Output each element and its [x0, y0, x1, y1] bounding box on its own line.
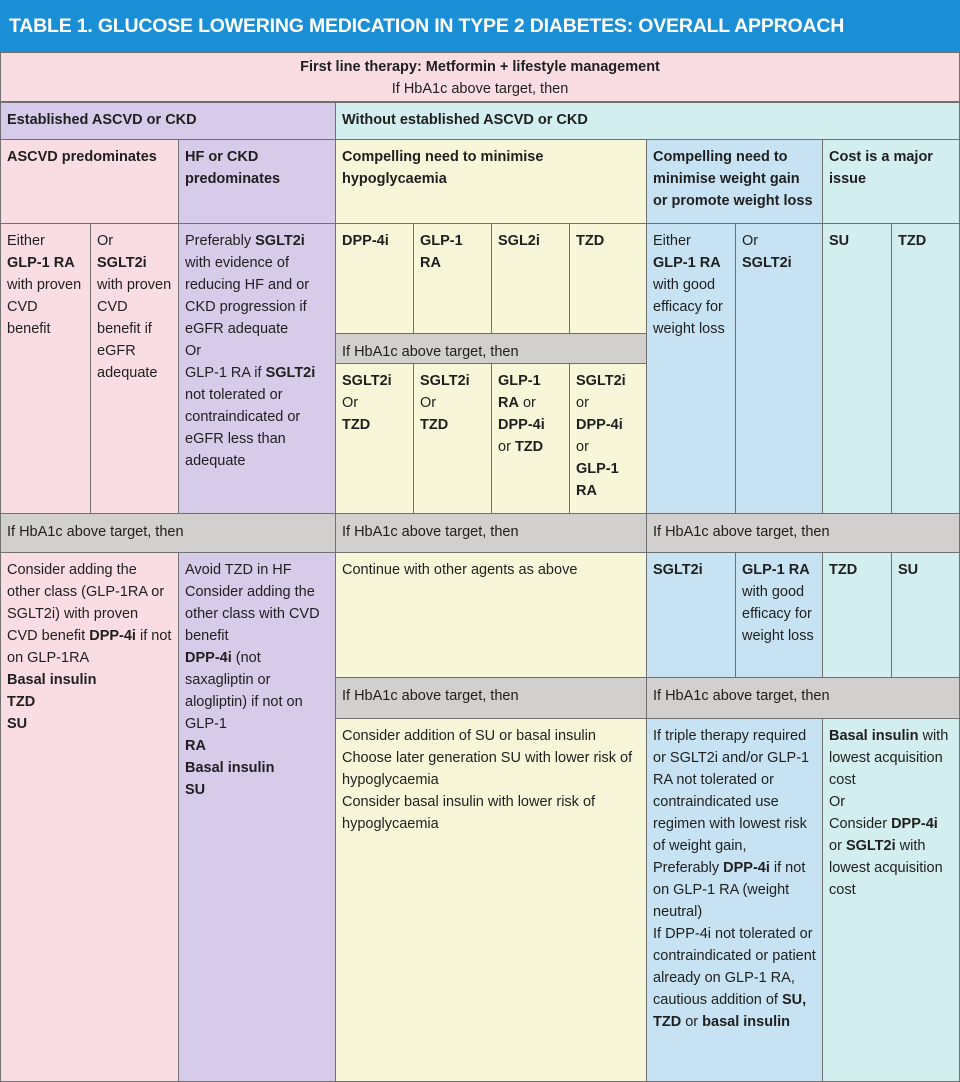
- cell-text: or: [685, 1014, 699, 1030]
- hypo-step-label: If HbA1c above target, then: [335, 513, 647, 553]
- drug-name: GLP-1 RA: [498, 373, 541, 411]
- cost-next-tzd: TZD: [822, 552, 892, 678]
- drug-name: SGLT2i: [845, 838, 896, 854]
- cell-text: Preferably: [653, 860, 720, 876]
- hf-ckd-next-step: [178, 552, 336, 1082]
- hypo-final-step: [335, 718, 647, 1082]
- drug-name: GLP-1 RA: [576, 461, 619, 499]
- drug-name: DPP-4i: [723, 860, 770, 876]
- group-without-ascvd: Without established ASCVD or CKD: [335, 102, 960, 140]
- ascvd-next-step: [0, 552, 179, 1082]
- drug-name: Basal insulin: [7, 672, 97, 688]
- cost-option-tzd: TZD: [891, 223, 960, 514]
- group-ascvd-ckd: Established ASCVD or CKD: [0, 102, 336, 140]
- drug-name: DPP-4i: [891, 816, 938, 832]
- cell-text: Avoid TZD in HF: [185, 562, 292, 578]
- cell-text: not tolerated or contraindicated or eGFR less than adequate: [185, 387, 301, 469]
- cell-text: or: [522, 395, 536, 411]
- ascvd-option-glp1: [0, 223, 91, 514]
- cell-text: with lowest acquisition cost: [829, 838, 943, 898]
- drug-name: SGLT2i: [97, 255, 147, 271]
- cell-text: Consider adding the other class (GLP-1RA or SGLT2i) with proven CVD benefit: [7, 562, 165, 644]
- cell-text: or: [576, 395, 589, 411]
- cell-text: If DPP-4i not tolerated or contraindicated or patient already on GLP-1 RA, cautious addition of: [653, 926, 816, 1008]
- cell-text: Choose later generation SU with lower risk of hypoglycaemia: [342, 750, 633, 788]
- cell-text: or: [576, 439, 589, 455]
- ascvd-option-sglt2i: [90, 223, 179, 514]
- cell-text: Consider addition of SU or basal insulin: [342, 728, 596, 744]
- cell-text: Consider: [829, 816, 888, 832]
- cost-option-su: SU: [822, 223, 892, 514]
- drug-name: SGLT2i: [342, 373, 392, 389]
- cell-text: Consider basal insulin with lower risk of hypoglycaemia: [342, 794, 596, 832]
- cell-text: or: [498, 439, 511, 455]
- weight-cost-step-label: If HbA1c above target, then: [646, 513, 960, 553]
- cell-text: with good efficacy for weight loss: [742, 584, 814, 644]
- drug-name: GLP-1 RA: [742, 562, 810, 578]
- first-line-therapy: [0, 52, 960, 102]
- drug-name: SGLT2i: [265, 365, 316, 381]
- cell-text: or: [829, 838, 842, 854]
- drug-name: SU, TZD: [653, 992, 807, 1030]
- hypo-next-option: [335, 363, 414, 514]
- cell-text: with good efficacy for weight loss: [653, 277, 725, 337]
- cell-text: Either: [7, 233, 45, 249]
- drug-name: Basal insulin: [829, 728, 919, 744]
- drug-name: SGLT2i: [255, 233, 305, 249]
- cell-text: Or: [420, 395, 437, 411]
- hf-ckd-recommendation: [178, 223, 336, 514]
- drug-name: SU: [185, 782, 206, 798]
- hypo-next-option: [569, 363, 647, 514]
- first-line-heading: First line therapy: Metformin + lifestyle management: [300, 59, 660, 75]
- cell-text: Or: [829, 794, 846, 810]
- ascvd-step-label: If HbA1c above target, then: [0, 513, 336, 553]
- hypo-drug: DPP-4i: [335, 223, 414, 334]
- cell-text: Either: [653, 233, 691, 249]
- hypo-next-option: [413, 363, 492, 514]
- cell-text: Or: [97, 233, 114, 249]
- cell-text: with proven CVD benefit: [7, 277, 82, 337]
- header-hypoglycaemia: Compelling need to minimise hypoglycaemia: [335, 139, 647, 224]
- cell-text: Preferably: [185, 233, 252, 249]
- drug-name: Basal insulin: [185, 760, 275, 776]
- drug-name: TZD: [420, 417, 449, 433]
- cell-text: if not on GLP-1 RA (weight neutral): [653, 860, 806, 920]
- cost-next-su: SU: [891, 552, 960, 678]
- header-cost: Cost is a major issue: [822, 139, 960, 224]
- hypo-drug: GLP-1 RA: [413, 223, 492, 334]
- drug-name: basal insulin: [702, 1014, 790, 1030]
- cell-text: with evidence of reducing HF and or CKD progression if eGFR adequate: [185, 255, 310, 337]
- hypo-next-option: [491, 363, 570, 514]
- cell-text: GLP-1 RA if: [185, 365, 262, 381]
- hypo-drug: SGL2i: [491, 223, 570, 334]
- cell-text: Or: [742, 233, 759, 249]
- cell-text: If triple therapy required or SGLT2i and/or GLP-1 RA not tolerated or contraindicated use regimen with lowest risk of weight gain,: [653, 728, 810, 854]
- drug-name: DPP-4i: [498, 417, 545, 433]
- drug-name: DPP-4i: [89, 628, 136, 644]
- cell-text: Or: [185, 343, 202, 359]
- cell-text: (not saxagliptin or alogliptin) if not on GLP-1: [185, 650, 303, 732]
- drug-name: TZD: [342, 417, 371, 433]
- hypo-step-label: If HbA1c above target, then: [335, 677, 647, 719]
- cell-text: Consider adding the other class with CVD benefit: [185, 584, 320, 644]
- drug-name: DPP-4i: [576, 417, 623, 433]
- weight-option-sglt2i: [735, 223, 823, 514]
- weight-option-glp1: [646, 223, 736, 514]
- drug-name: GLP-1 RA: [7, 255, 75, 271]
- cell-text: Or: [342, 395, 359, 411]
- drug-name: TZD: [514, 439, 544, 455]
- drug-name: DPP-4i: [185, 650, 232, 666]
- drug-name: TZD: [7, 694, 36, 710]
- header-weight: Compelling need to minimise weight gain or promote weight loss: [646, 139, 823, 224]
- header-ascvd-predominates: ASCVD predominates: [0, 139, 179, 224]
- weight-final-step: [646, 718, 823, 1082]
- drug-name: GLP-1 RA: [653, 255, 721, 271]
- drug-name: SGLT2i: [420, 373, 470, 389]
- weight-cost-step-label: If HbA1c above target, then: [646, 677, 960, 719]
- cell-text: if not on GLP-1RA: [7, 628, 172, 666]
- cell-text: with lowest acquisition cost: [829, 728, 949, 788]
- first-line-sub: If HbA1c above target, then: [391, 81, 569, 97]
- weight-next-sglt2i: SGLT2i: [646, 552, 736, 678]
- drug-name: RA: [185, 738, 206, 754]
- drug-name: SU: [7, 716, 28, 732]
- drug-name: SGLT2i: [576, 373, 626, 389]
- header-hf-ckd: HF or CKD predominates: [178, 139, 336, 224]
- weight-next-glp1: [735, 552, 823, 678]
- drug-name: SGLT2i: [742, 255, 792, 271]
- table-title: TABLE 1. GLUCOSE LOWERING MEDICATION IN TYPE 2 DIABETES: OVERALL APPROACH: [0, 0, 960, 52]
- cost-final-step: [822, 718, 960, 1082]
- cell-text: with proven CVD benefit if eGFR adequate: [97, 277, 172, 381]
- hypo-drug: TZD: [569, 223, 647, 334]
- hypo-step-label: If HbA1c above target, then: [335, 333, 647, 364]
- hypo-continue: Continue with other agents as above: [335, 552, 647, 678]
